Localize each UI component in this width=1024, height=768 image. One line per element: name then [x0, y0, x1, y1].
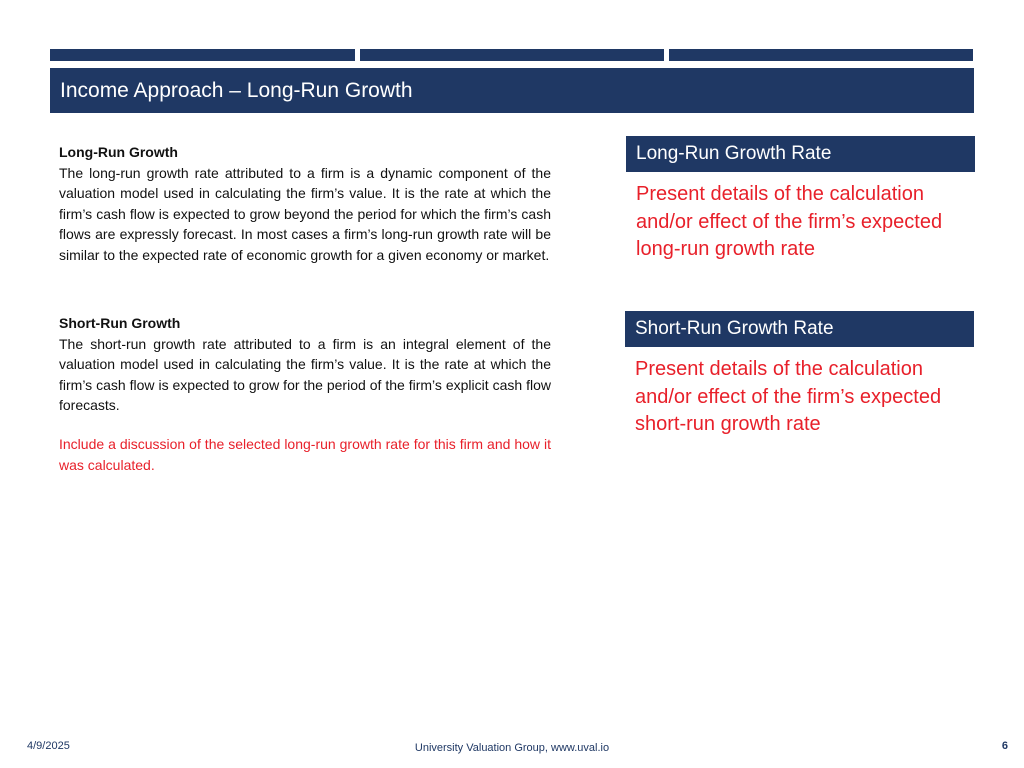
- discussion-note: Include a discussion of the selected long-run growth rate for this firm and how it was calculated.: [59, 436, 551, 473]
- long-run-heading: Long-Run Growth: [59, 144, 178, 160]
- long-run-rate-header-label: Long-Run Growth Rate: [636, 143, 832, 164]
- short-run-heading: Short-Run Growth: [59, 315, 181, 331]
- footer-date: 4/9/2025: [27, 740, 70, 752]
- page-number: 6: [1001, 740, 1008, 752]
- top-bar-segment-2: [360, 49, 664, 61]
- long-run-text-block: [59, 142, 551, 265]
- top-bar-segment-1: [50, 49, 355, 61]
- slide-title: Income Approach – Long-Run Growth: [60, 79, 413, 102]
- short-run-body: The short-run growth rate attributed to a firm is an integral element of the valuation model used in calculating the firm’s value. It is the rate at which the firm’s cash flow is expected to grow for the period of the firm’s explicit cash flow forecasts.: [59, 335, 551, 413]
- title-banner: [50, 68, 974, 113]
- short-run-rate-header-label: Short-Run Growth Rate: [635, 318, 834, 339]
- long-run-rate-detail: Present details of the calculation and/or effect of the firm’s expected long-run growth rate: [636, 183, 943, 260]
- short-run-rate-detail: Present details of the calculation and/or effect of the firm’s expected short-run growth rate: [635, 358, 942, 435]
- footer-source: University Valuation Group, www.uval.io: [414, 742, 610, 754]
- short-run-rate-header: [625, 311, 974, 347]
- top-bar-segment-3: [669, 49, 973, 61]
- long-run-body: The long-run growth rate attributed to a firm is a dynamic component of the valuation model used in calculating the firm’s value. It is the rate at which the firm’s cash flow is expected to grow beyond the period for which the firm’s cash flows are expressly forecast. In most cases a firm’s long-run growth rate will be similar to the expected rate of economic growth for a given economy or market.: [59, 164, 551, 263]
- short-run-text-block: [59, 313, 551, 416]
- long-run-rate-header: [626, 136, 975, 172]
